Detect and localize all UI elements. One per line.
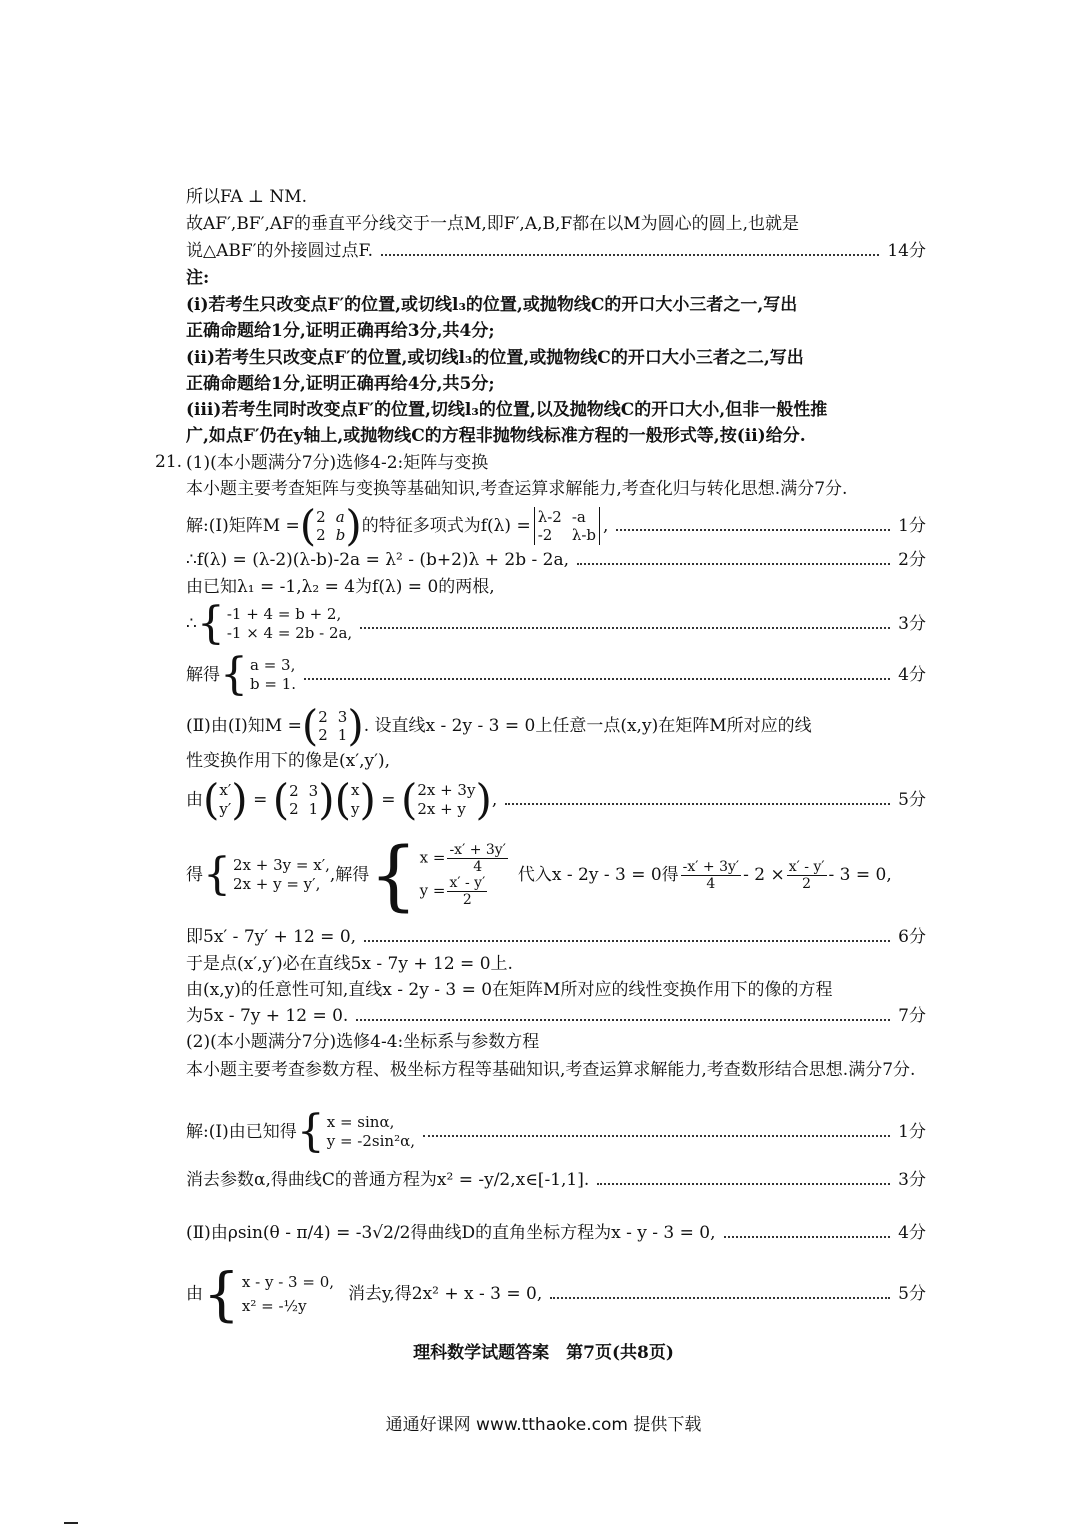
- note-label: 注:: [186, 268, 210, 288]
- part2-step-4: 由 { x - y - 3 = 0, x² = -½y 消去y,得2x² + x - 3 = 0, 5分: [186, 1260, 926, 1328]
- solution-step-13: 为5x - 7y + 12 = 0. 7分: [186, 1006, 926, 1026]
- solution-step-7: 性变换作用下的像是(x′,y′),: [186, 751, 390, 771]
- matrix-m: ( 2 3 2 1 ): [301, 701, 364, 750]
- solution-step-9: 得 { 2x + 3y = x′, 2x + y = y′, ,解得 { x = $\frac{-x' + 3y'}{4}$ y = $\frac{x' - y'}{2}$ 代入x - 2y - 3 = 0得 $\frac{-x' + 3y'}{4}$ - 2 × $\frac{x' - y'}{2}$ - 3 = 0,: [186, 830, 892, 919]
- part2-step-1: 解:(Ⅰ)由已知得 { x = sinα, y = -2sin²α, 1分: [186, 1106, 926, 1157]
- page-footer: 理科数学试题答案 第7页(共8页): [413, 1343, 674, 1363]
- solution-step-1: 解:(Ⅰ)矩阵M = ( 2 a 2 b ) 的特征多项式为f(λ) = λ-2 -a -2 λ-b , 1分: [186, 501, 926, 550]
- solution-step-3: 由已知λ₁ = -1,λ₂ = 4为f(λ) = 0的两根,: [186, 577, 495, 597]
- note-2b: 正确命题给1分,证明正确再给4分,共5分;: [186, 374, 495, 394]
- watermark-text: 通通好课网 www.tthaoke.com 提供下载: [385, 1415, 702, 1435]
- solution-step-2: ∴f(λ) = (λ-2)(λ-b)-2a = λ² - (b+2)λ + 2b - 2a, 2分: [186, 550, 926, 570]
- note-3a: (ⅲ)若考生同时改变点F′的位置,切线l₃的位置,以及抛物线C的开口大小,但非一般性推: [186, 400, 828, 420]
- scan-mark: [64, 1522, 78, 1524]
- q21-part1-heading: (1)(本小题满分7分)选修4-2:矩阵与变换: [186, 453, 489, 473]
- part2-step-2: 消去参数α,得曲线C的普通方程为x² = -y/2,x∈[-1,1]. 3分: [186, 1170, 926, 1190]
- note-1a: (ⅰ)若考生只改变点F′的位置,或切线l₃的位置,或抛物线C的开口大小三者之一,写出: [186, 295, 798, 315]
- question-number-21: 21.: [155, 452, 183, 472]
- note-1b: 正确命题给1分,证明正确再给3分,共4分;: [186, 321, 495, 341]
- part2-step-3: (Ⅱ)由ρsin(θ - π/4) = -3√2/2得曲线D的直角坐标方程为x - y - 3 = 0, 4分: [186, 1223, 926, 1243]
- solution-step-8: 由 ( x′ y′ ) = ( 2 3 2 1 ) ( x y ) = ( 2x + 3y 2x + y ) , 5分: [186, 775, 926, 824]
- solution-step-5: 解得 { a = 3, b = 1. 4分: [186, 649, 926, 700]
- note-2a: (ⅱ)若考生只改变点F′的位置,或切线l₃的位置,或抛物线C的开口大小三者之二,写出: [186, 348, 804, 368]
- solution-step-11: 于是点(x′,y′)必在直线5x - 7y + 12 = 0上.: [186, 954, 513, 974]
- q21-part2-intro: 本小题主要考查参数方程、极坐标方程等基础知识,考查运算求解能力,考查数形结合思想.满分7分.: [186, 1060, 916, 1080]
- line-fa-perp-nm: 所以FA ⊥ NM.: [186, 187, 308, 207]
- solution-step-12: 由(x,y)的任意性可知,直线x - 2y - 3 = 0在矩阵M所对应的线性变换作用下的像的方程: [186, 980, 833, 1000]
- note-3b: 广,如点F′仍在y轴上,或抛物线C的方程非抛物线标准方程的一般形式等,按(ⅱ)给分.: [186, 426, 806, 446]
- determinant: λ-2 -a -2 λ-b ,: [531, 507, 609, 545]
- q21-part1-intro: 本小题主要考查矩阵与变换等基础知识,考查运算求解能力,考查化归与转化思想.满分7分.: [186, 479, 848, 499]
- line-perpendicular-bisectors: 故AF′,BF′,AF的垂直平分线交于一点M,即F′,A,B,F都在以M为圆心的圆上,也就是: [186, 214, 800, 234]
- solution-step-4: ∴ { -1 + 4 = b + 2, -1 × 4 = 2b - 2a, 3分: [186, 598, 926, 649]
- solution-step-6: (Ⅱ)由(Ⅰ)知M = ( 2 3 2 1 ) . 设直线x - 2y - 3 = 0上任意一点(x,y)在矩阵M所对应的线: [186, 701, 812, 750]
- q21-part2-heading: (2)(本小题满分7分)选修4-4:坐标系与参数方程: [186, 1032, 540, 1052]
- line-circumcircle: 说△ABF′的外接圆过点F. 14分: [186, 241, 926, 261]
- matrix-m-general: ( 2 a 2 b ): [299, 501, 362, 550]
- solution-step-10: 即5x′ - 7y′ + 12 = 0, 6分: [186, 927, 926, 947]
